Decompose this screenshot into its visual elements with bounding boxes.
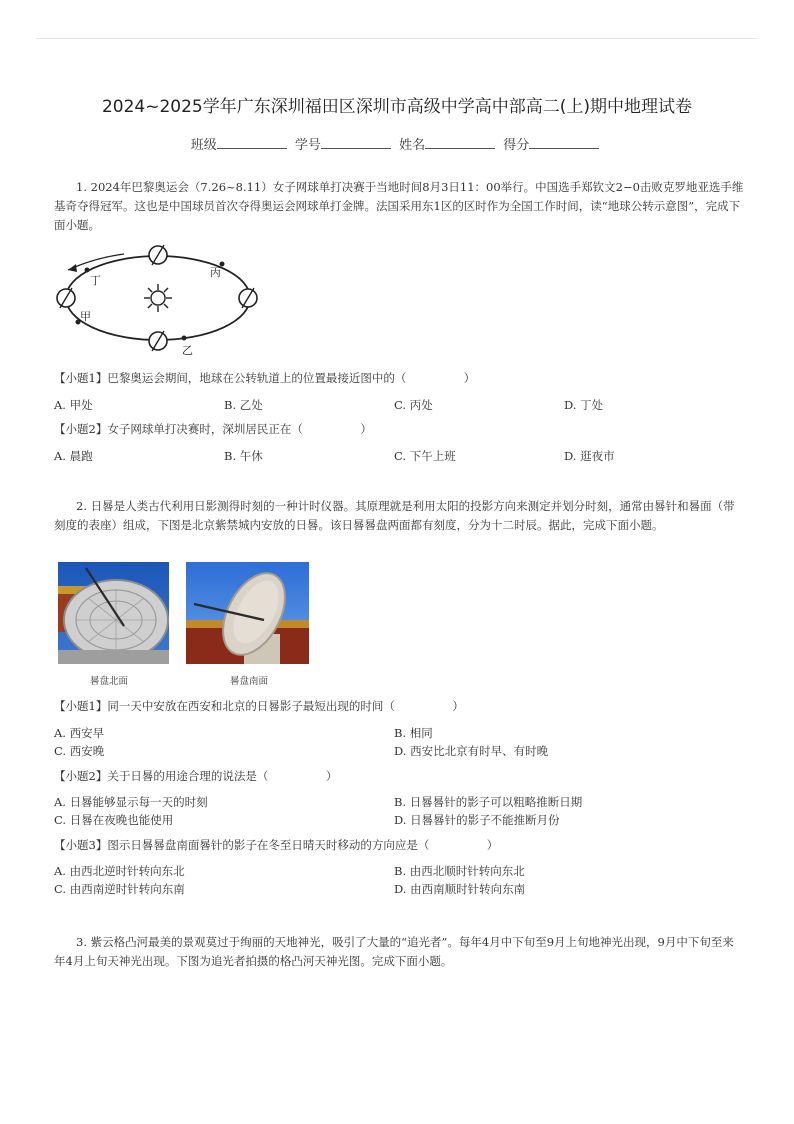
q3-passage xyxy=(54,933,744,971)
q1-sub1-stem: 【小题1】巴黎奥运会期间，地球在公转轨道上的位置最接近图中的（ ） xyxy=(54,371,476,385)
q3-text: 紫云格凸河最美的景观莫过于绚丽的天地神光，吸引了大量的“追光者”。每年4月中下旬至9月上旬地神光出现，9月中下旬至来年4月上旬天神光出现。下图为追光者拍摄的格凸河天神光图。完成下面小题。 xyxy=(54,935,734,968)
score-label: 得分 xyxy=(503,138,530,153)
q2-sub3-option-c[interactable]: C. 由西南逆时针转向东南 xyxy=(54,882,185,896)
class-blank[interactable] xyxy=(217,136,287,149)
q1-sub1-option-c[interactable]: C. 丙处 xyxy=(394,398,433,412)
q2-sub3-stem: 【小题3】图示日晷晷盘南面晷针的影子在冬至日晴天时移动的方向应是（ ） xyxy=(54,838,499,852)
q2-sub2-option-c[interactable]: C. 日晷在夜晚也能使用 xyxy=(54,813,174,827)
q2-sub2-option-a[interactable]: A. 日晷能够显示每一天的时刻 xyxy=(54,795,208,809)
position-yi-dot xyxy=(182,336,187,341)
q1-passage xyxy=(54,178,744,235)
id-blank[interactable] xyxy=(321,136,391,149)
q3-number: 3. xyxy=(76,935,87,949)
label-ding: 丁 xyxy=(90,274,101,287)
orbit-ellipse xyxy=(66,256,250,340)
q2-sub2-stem: 【小题2】关于日晷的用途合理的说法是（ ） xyxy=(54,769,338,783)
exam-title: 2024~2025学年广东深圳福田区深圳市高级中学高中部高二(上)期中地理试卷 xyxy=(101,97,693,117)
q2-number: 2. xyxy=(76,499,87,513)
q1-sub2-stem: 【小题2】女子网球单打决赛时，深圳居民正在（ ） xyxy=(54,422,372,436)
earth-top-icon xyxy=(149,245,167,265)
class-label: 班级 xyxy=(190,138,217,153)
caption-north: 晷盘北面 xyxy=(90,676,129,687)
q1-sub2-option-d[interactable]: D. 逛夜市 xyxy=(564,449,615,463)
name-blank[interactable] xyxy=(425,136,495,149)
earth-right-icon xyxy=(239,288,257,308)
q2-sub1-option-b[interactable]: B. 相同 xyxy=(394,726,433,740)
sun-icon xyxy=(144,284,172,312)
q1-sub1-option-d[interactable]: D. 丁处 xyxy=(564,398,604,412)
q1-sub2-option-b[interactable]: B. 午休 xyxy=(224,449,263,463)
q1-number: 1. xyxy=(76,180,87,194)
earth-orbit-diagram xyxy=(54,240,274,360)
name-label: 姓名 xyxy=(399,138,426,153)
q2-sub2-option-d[interactable]: D. 日晷晷针的影子不能推断月份 xyxy=(394,813,560,827)
sundial-north-photo xyxy=(58,562,169,664)
q2-sub2-option-b[interactable]: B. 日晷晷针的影子可以粗略推断日期 xyxy=(394,795,583,809)
q2-sub3-option-a[interactable]: A. 由西北逆时针转向东北 xyxy=(54,864,185,878)
earth-left-icon xyxy=(57,288,75,308)
label-jia: 甲 xyxy=(80,310,91,323)
student-info-line xyxy=(0,134,794,153)
top-divider xyxy=(36,38,758,39)
earth-bottom-icon xyxy=(149,331,167,351)
q2-sub1-option-d[interactable]: D. 西安比北京有时早、有时晚 xyxy=(394,744,549,758)
id-label: 学号 xyxy=(294,138,321,153)
score-blank[interactable] xyxy=(529,136,599,149)
q2-passage xyxy=(54,497,744,535)
q2-sub1-option-c[interactable]: C. 西安晚 xyxy=(54,744,105,758)
q1-sub2-option-a[interactable]: A. 晨跑 xyxy=(54,449,93,463)
q2-sub3-option-b[interactable]: B. 由西北顺时针转向东北 xyxy=(394,864,525,878)
q2-text: 日晷是人类古代利用日影测得时刻的一种计时仪器。其原理就是利用太阳的投影方向来测定并划分时刻，通常由晷针和晷面（带刻度的表座）组成，下图是北京紫禁城内安放的日晷。该日晷晷盘两面都有刻度，分为十二时辰。据此，完成下面小题。 xyxy=(54,499,735,532)
q2-sub1-stem: 【小题1】同一天中安放在西安和北京的日晷影子最短出现的时间（ ） xyxy=(54,699,464,713)
q1-sub1-option-a[interactable]: A. 甲处 xyxy=(54,398,93,412)
orbit-arrow-icon xyxy=(68,264,77,272)
label-yi: 乙 xyxy=(182,344,193,357)
q2-sub1-option-a[interactable]: A. 西安早 xyxy=(54,726,105,740)
label-bing: 丙 xyxy=(210,266,221,279)
caption-south: 晷盘南面 xyxy=(230,676,269,687)
q1-sub2-option-c[interactable]: C. 下午上班 xyxy=(394,449,456,463)
q1-sub1-option-b[interactable]: B. 乙处 xyxy=(224,398,263,412)
q1-text: 2024年巴黎奥运会（7.26~8.11）女子网球单打决赛于当地时间8月3日11：00举行。中国选手郑钦文2−0击败克罗地亚选手维基奇夺得冠军。这也是中国球员首次夺得奥运会网球单打金牌。法国采用东1区的区时作为全国工作时间，读“地球公转示意图”，完成下面小题。 xyxy=(54,180,744,232)
q2-sub3-option-d[interactable]: D. 由西南顺时针转向东南 xyxy=(394,882,526,896)
position-ding-dot xyxy=(85,268,90,273)
sundial-south-photo xyxy=(186,562,309,664)
